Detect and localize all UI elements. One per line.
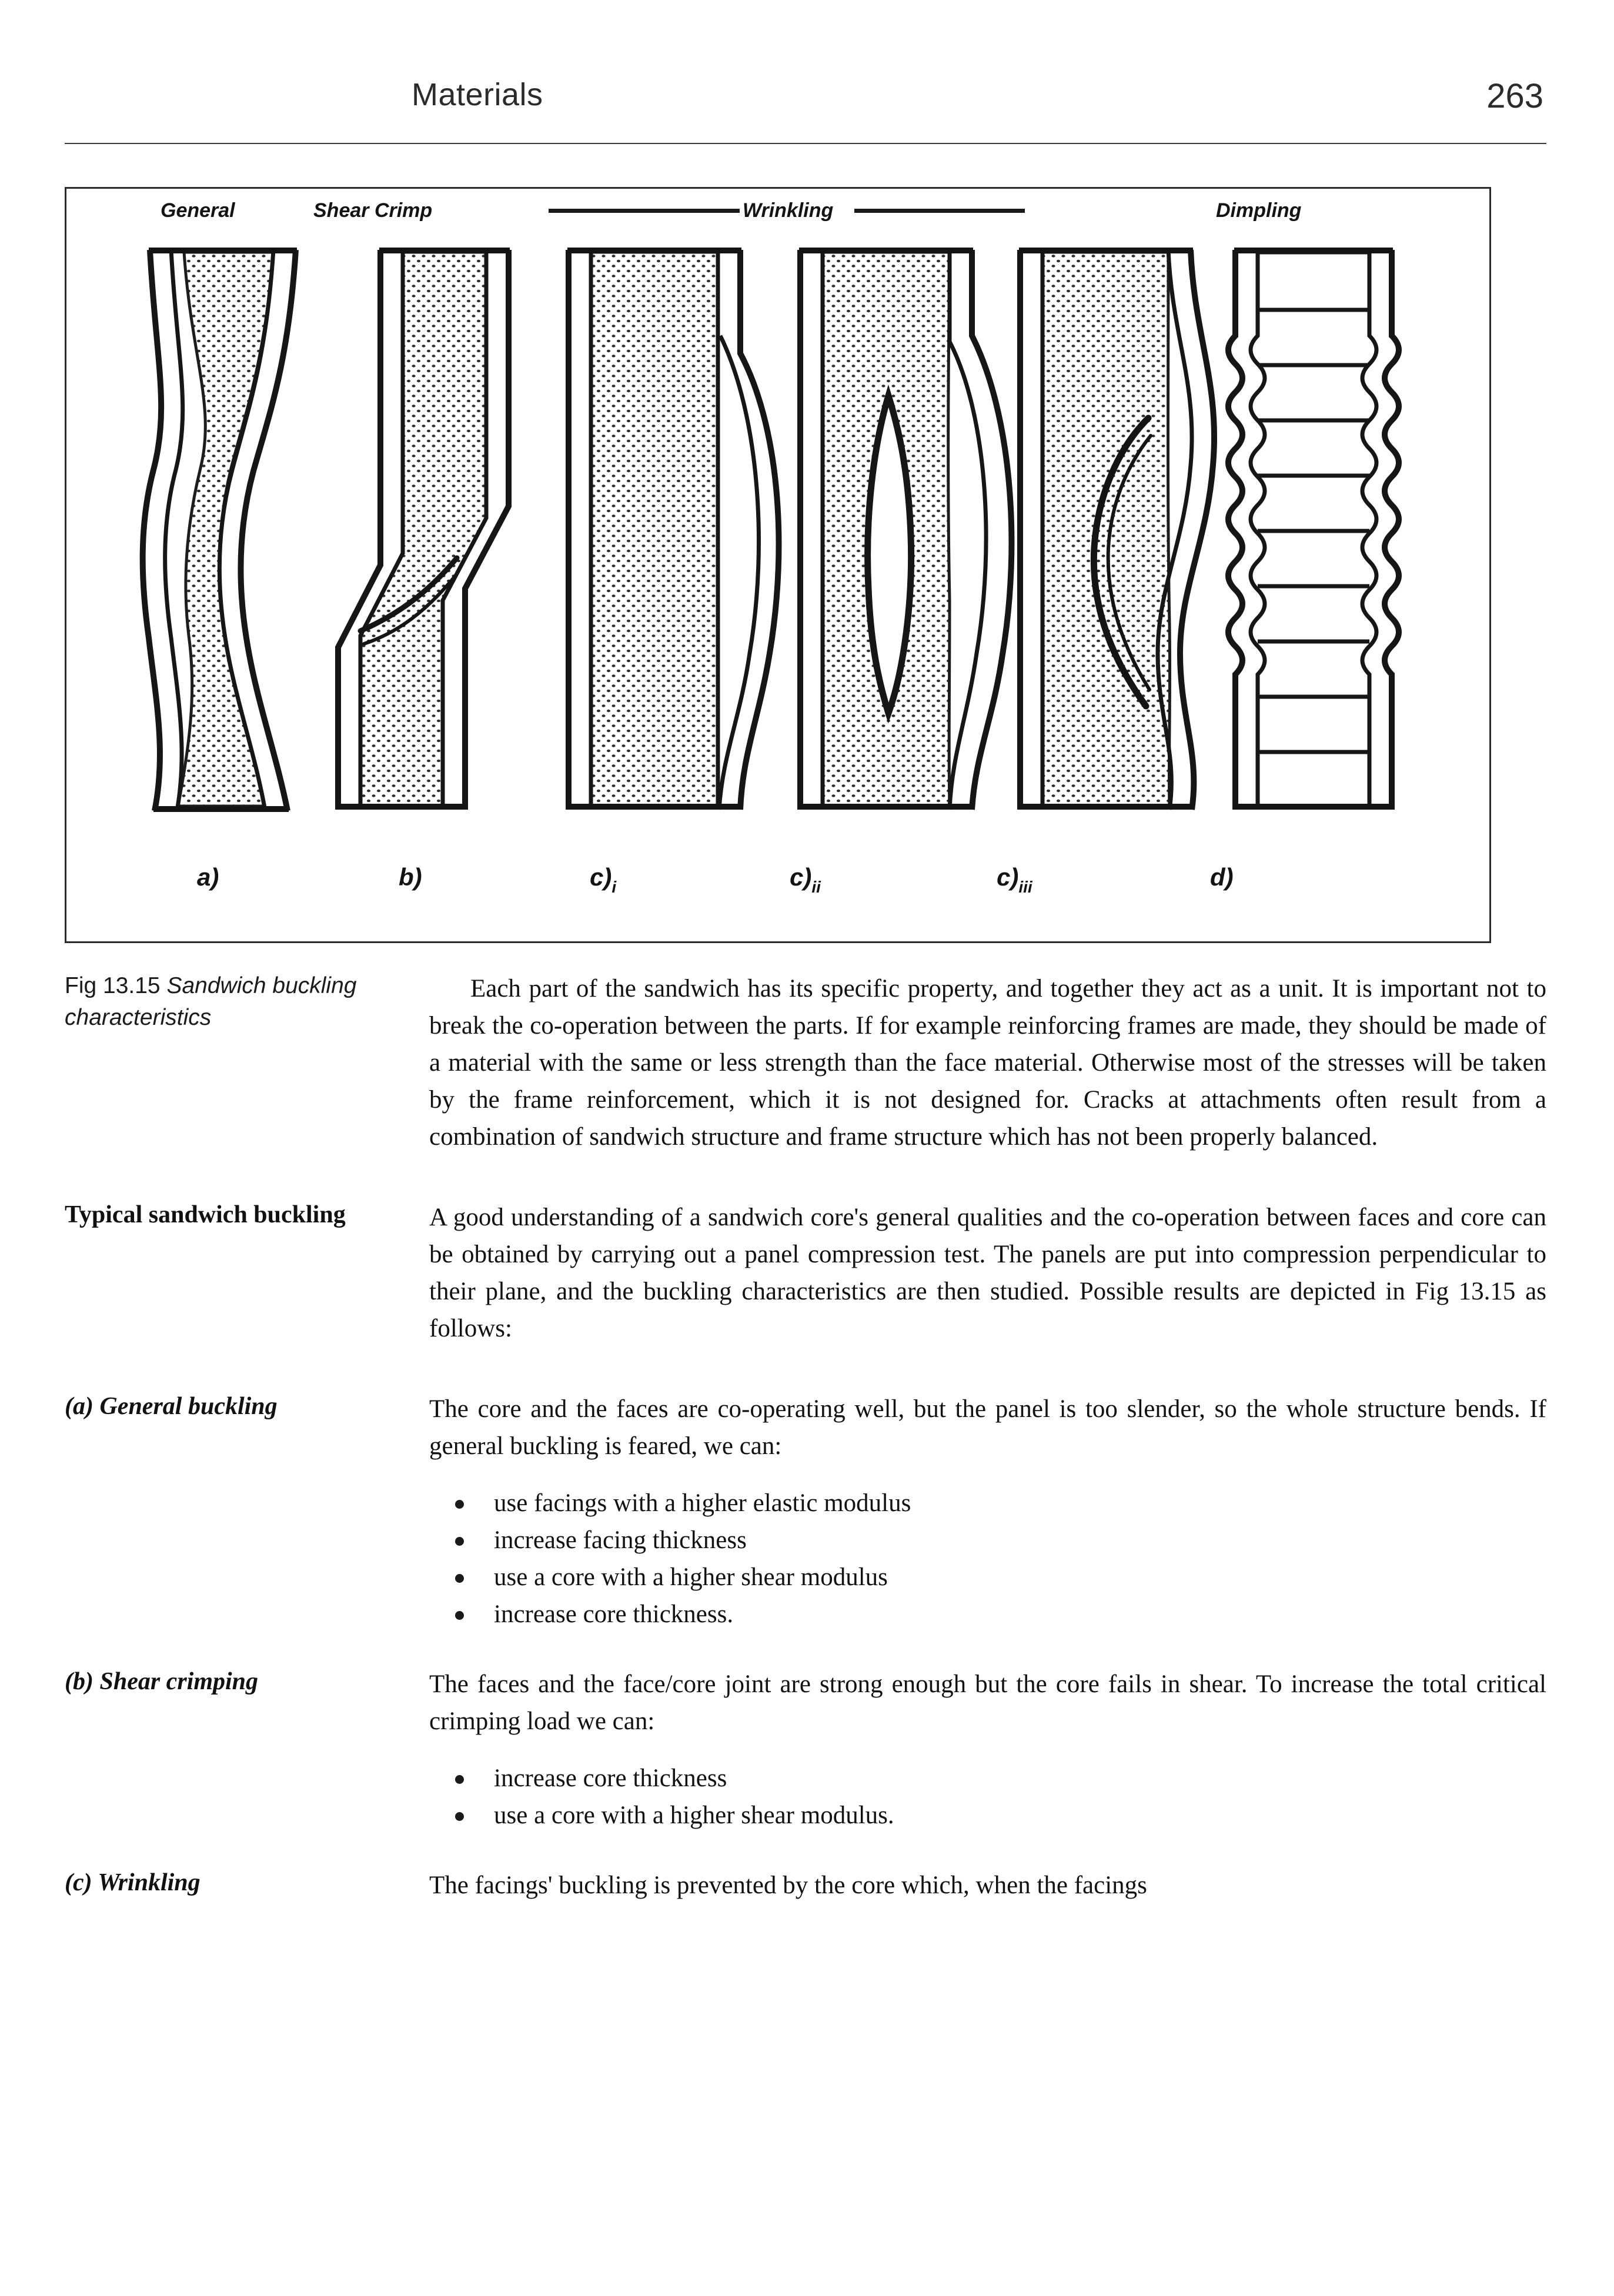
caption-italic: Sandwich buckling characteristics [65, 973, 357, 1030]
page-number: 263 [1486, 77, 1543, 115]
spacer [65, 1155, 1546, 1199]
figure-caption [65, 970, 406, 1034]
list-item-label: increase core thickness. [494, 1600, 734, 1628]
page-title: Materials [412, 77, 543, 112]
margin-heading-shear-crimping [65, 1666, 406, 1698]
spacer [65, 1347, 1546, 1391]
paragraph: A good understanding of a sandwich core's general qualities and the co-operation between faces and core can be obtained by carrying out a panel compression test. The panels are put into compression perpendicular to their plane, and the buckling characteristics are then studied. Possible results are depicted in Fig 13.15 as follows: [429, 1204, 1546, 1342]
panel-c-i-wrinkling [567, 248, 778, 810]
section-typical-sandwich-buckling [65, 1199, 1546, 1347]
section-wrinkling [65, 1867, 1546, 1904]
margin-heading-general-buckling [65, 1391, 406, 1423]
figure-13-15 [65, 187, 1491, 943]
spacer [65, 1633, 1546, 1666]
list-item-label: use a core with a higher shear modulus. [494, 1802, 894, 1829]
bullet-icon [455, 1812, 464, 1821]
paragraph: The faces and the face/core joint are strong enough but the core fails in shear. To increase the total critical crimping load we can: [429, 1670, 1546, 1735]
list-item [429, 1797, 1546, 1834]
paragraph: Each part of the sandwich has its specific property, and together they act as a unit. It is important not to break the co-operation between the parts. If for example reinforcing frames are made, they should be made of a material with the same or less strength than the face material. Otherwise most of the stresses will be taken by the frame reinforcement, which it is not designed for. Cracks at attachments often result from a combination of sandwich structure and frame structure which has not been properly balanced. [429, 975, 1546, 1151]
caption-label: Fig 13.15 [65, 973, 167, 998]
list-item [429, 1559, 1546, 1596]
panel-label-c-iii: $c)_{iii}$ [997, 863, 1032, 896]
list-item-label: increase facing thickness [494, 1526, 747, 1554]
shear-crimping-bullet-list [429, 1760, 1546, 1834]
panel-label-c-ii: $c)_{ii}$ [790, 863, 821, 896]
wrinkling-rule-right [854, 209, 1025, 213]
list-item [429, 1522, 1546, 1559]
section-shear-crimping [65, 1666, 1546, 1834]
section-general-buckling [65, 1391, 1546, 1633]
spacer [65, 1834, 1546, 1867]
list-item-label: use a core with a higher shear modulus [494, 1563, 888, 1591]
article-body [65, 970, 1546, 1904]
panel-label-b: b) [399, 863, 422, 891]
margin-heading-wrinkling [65, 1867, 406, 1899]
header-rule [65, 143, 1546, 144]
panel-b-shear-crimp [337, 248, 510, 810]
paragraph: The core and the faces are co-operating well, but the panel is too slender, so the whole structure bends. If general buckling is feared, we can: [429, 1395, 1546, 1460]
general-buckling-text [429, 1391, 1546, 1633]
bullet-icon [455, 1537, 464, 1546]
typical-sandwich-buckling-text [429, 1199, 1546, 1347]
margin-heading-text: (b) Shear crimping [65, 1668, 259, 1695]
bullet-icon [455, 1611, 464, 1620]
list-item [429, 1485, 1546, 1522]
general-buckling-bullet-list [429, 1485, 1546, 1633]
panel-c-ii-wrinkling [799, 248, 1011, 810]
bullet-icon [455, 1500, 464, 1509]
panel-label-c-i: $c)_i$ [590, 863, 617, 896]
shear-crimping-text [429, 1666, 1546, 1834]
list-item-label: increase core thickness [494, 1764, 727, 1792]
sandwich-buckling-diagram [66, 189, 1489, 941]
spacer [429, 1465, 1546, 1485]
intro-text [429, 970, 1546, 1155]
panel-d-dimpling [1228, 248, 1399, 810]
margin-heading-text: (a) General buckling [65, 1393, 278, 1420]
bullet-icon [455, 1775, 464, 1784]
top-label-dimpling: Dimpling [1216, 199, 1302, 222]
wrinkling-rule-left [549, 209, 740, 213]
top-label-general: General [161, 199, 235, 222]
panel-c-iii-wrinkling [1019, 248, 1214, 810]
panel-label-a: a) [197, 863, 219, 891]
panel-label-d: d) [1210, 863, 1234, 891]
top-label-wrinkling: Wrinkling [743, 199, 834, 222]
figure-panel-labels [197, 863, 1234, 896]
margin-heading-text: (c) Wrinkling [65, 1869, 201, 1896]
margin-heading-typical-sandwich-buckling [65, 1199, 406, 1231]
spacer [429, 1740, 1546, 1760]
list-item-label: use facings with a higher elastic modulus [494, 1489, 911, 1517]
paragraph: The facings' buckling is prevented by the core which, when the facings [429, 1871, 1147, 1899]
bullet-icon [455, 1574, 464, 1583]
page-header [71, 76, 1543, 141]
margin-heading-text: Typical sandwich buckling [65, 1201, 346, 1228]
list-item [429, 1596, 1546, 1633]
section-intro [65, 970, 1546, 1155]
panel-a-general-buckling [143, 248, 297, 812]
wrinkling-text [429, 1867, 1546, 1904]
list-item [429, 1760, 1546, 1797]
top-label-shear-crimp: Shear Crimp [313, 199, 433, 222]
